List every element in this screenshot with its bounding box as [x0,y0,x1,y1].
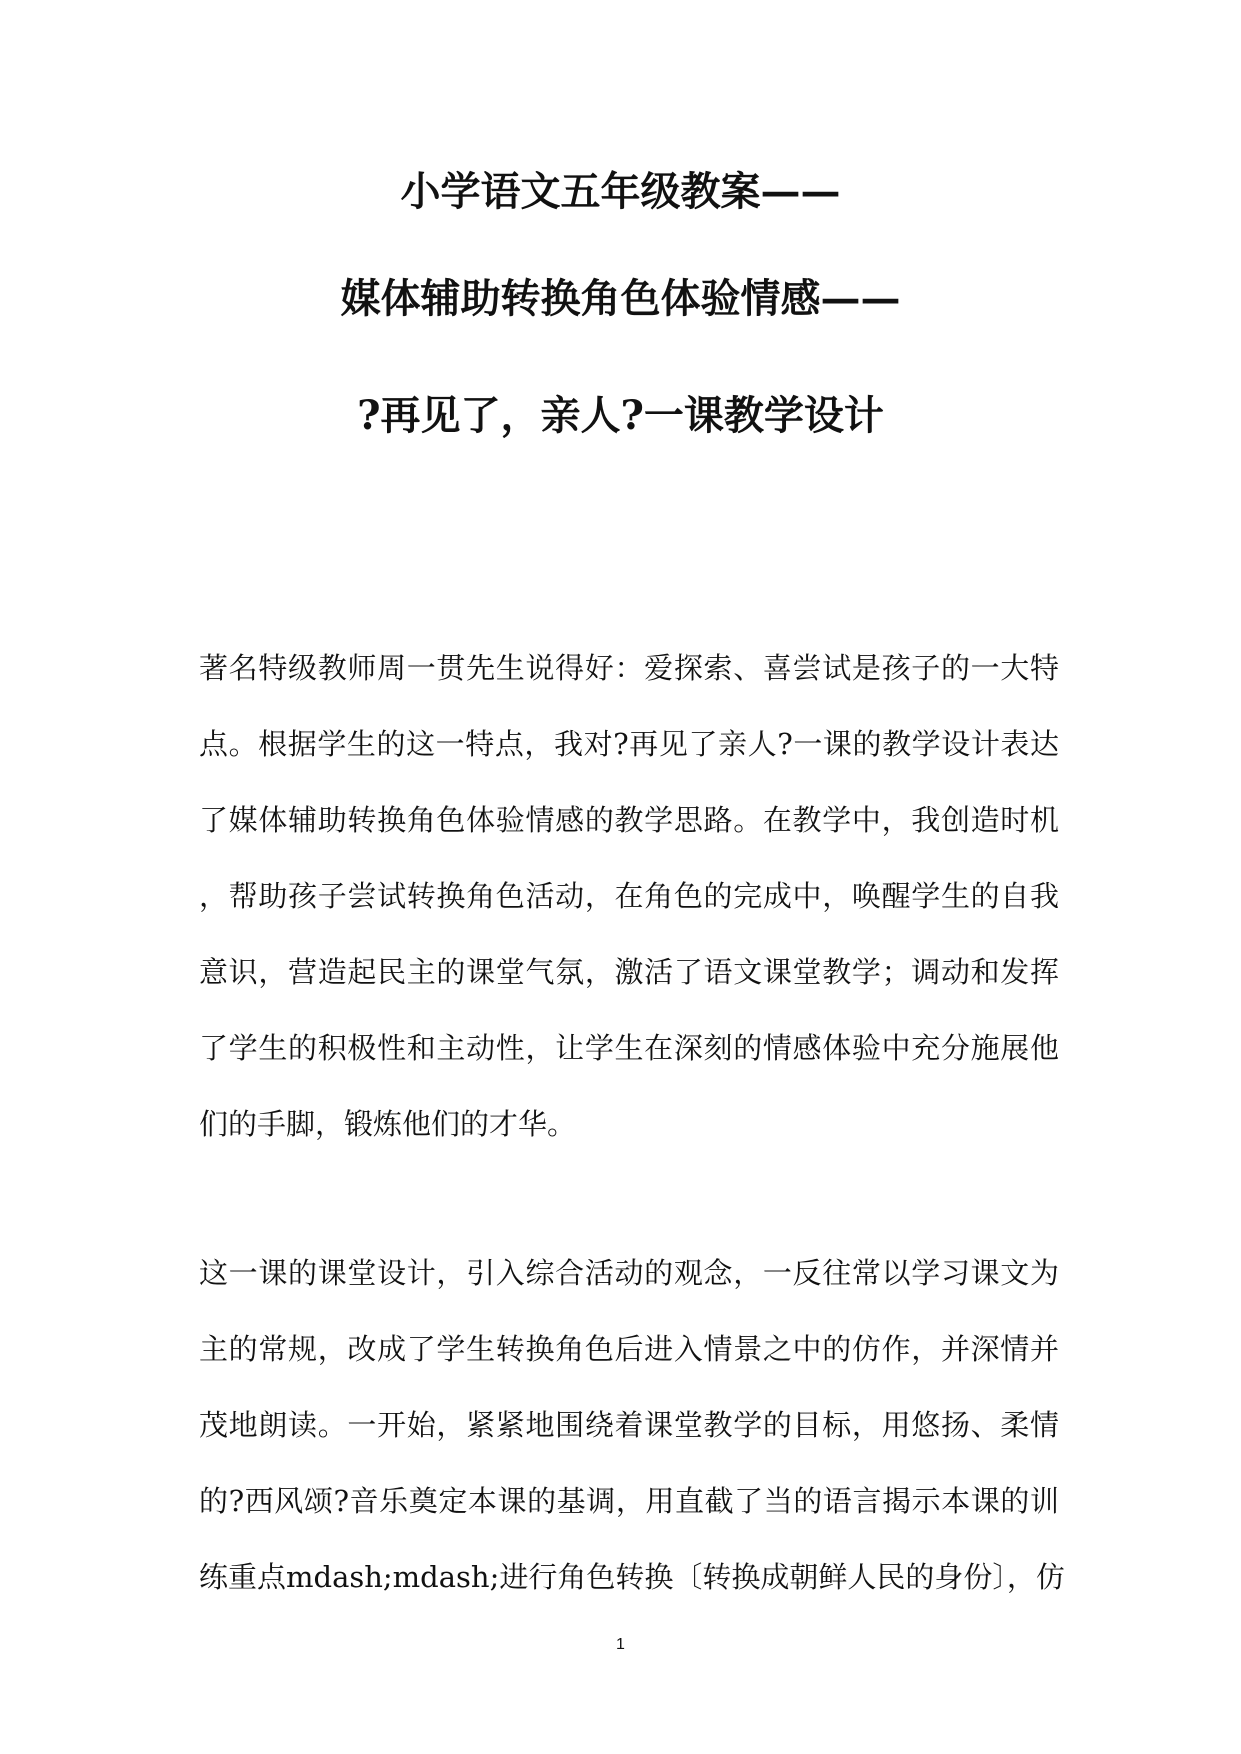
paragraph-line: 练重点mdash;mdash;进行角色转换〔转换成朝鲜人民的身份〕，仿 [199,1560,1065,1594]
paragraph-line: 们的手脚，锻炼他们的才华。 [199,1107,577,1141]
title-line-2: 媒体辅助转换角色体验情感—— [340,275,901,322]
title-line-1: 小学语文五年级教案—— [400,168,841,215]
paragraph-line: 了学生的积极性和主动性，让学生在深刻的情感体验中充分施展他 [199,1031,1059,1065]
page-number: 1 [616,1636,625,1653]
paragraph-line: 茂地朗读。一开始，紧紧地围绕着课堂教学的目标，用悠扬、柔情 [199,1408,1059,1442]
paragraph-line: 著名特级教师周一贯先生说得好：爱探索、喜尝试是孩子的一大特 [199,651,1059,685]
paragraph-line: 意识，营造起民主的课堂气氛，激活了语文课堂教学；调动和发挥 [199,955,1059,989]
paragraph-line: 点。根据学生的这一特点，我对?再见了亲人?一课的教学设计表达 [199,727,1059,761]
paragraph-line: ，帮助孩子尝试转换角色活动，在角色的完成中，唤醒学生的自我 [199,879,1059,913]
paragraph-line: 主的常规，改成了学生转换角色后进入情景之中的仿作，并深情并 [199,1332,1059,1366]
paragraph-line: 这一课的课堂设计，引入综合活动的观念，一反往常以学习课文为 [199,1256,1059,1290]
paragraph-line: 的?西风颂?音乐奠定本课的基调，用直截了当的语言揭示本课的训 [199,1484,1059,1518]
paragraph-line: 了媒体辅助转换角色体验情感的教学思路。在教学中，我创造时机 [199,803,1059,837]
title-line-3: ?再见了，亲人?一课教学设计 [357,392,884,439]
